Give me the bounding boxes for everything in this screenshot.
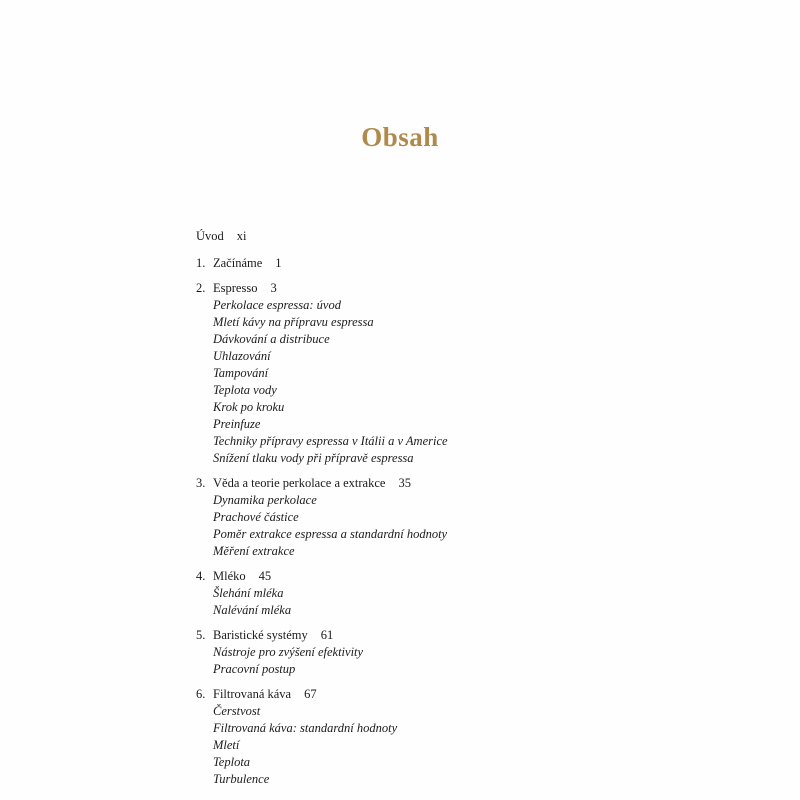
toc-subsection: Snížení tlaku vody při přípravě espressa xyxy=(213,451,414,465)
toc-entry-chapter xyxy=(196,686,676,703)
toc-entry-number: 5. xyxy=(196,628,206,642)
toc-entry-page: xi xyxy=(236,229,247,243)
toc-entry-title: Filtrovaná káva xyxy=(213,687,292,701)
toc-group-chapter-5 xyxy=(196,627,676,678)
toc-subsection: Preinfuze xyxy=(213,417,261,431)
toc-subsection: Pracovní postup xyxy=(213,662,296,676)
toc-subsection: Techniky přípravy espressa v Itálii a v Americe xyxy=(213,434,448,448)
toc-subsection: Prachové částice xyxy=(213,510,299,524)
toc-group-chapter-4 xyxy=(196,568,676,619)
toc-entry-page: 1 xyxy=(275,256,282,270)
toc-subsection: Měření extrakce xyxy=(213,544,295,558)
toc-subsection: Turbulence xyxy=(213,772,270,786)
toc-entry-page: 35 xyxy=(398,476,411,490)
toc-entry-page: 45 xyxy=(258,569,272,583)
toc-entry-number: 6. xyxy=(196,687,206,701)
toc-entry-number: 1. xyxy=(196,256,206,270)
toc-subsection: Čerstvost xyxy=(213,704,261,718)
toc-entry-title: Mléko xyxy=(213,569,246,583)
toc-entry-front-matter xyxy=(196,228,676,245)
page-title: Obsah xyxy=(361,122,439,152)
toc-entry-number: 2. xyxy=(196,281,206,295)
toc-entry-title: Baristické systémy xyxy=(213,628,308,642)
toc-entry-title: Věda a teorie perkolace a extrakce xyxy=(213,476,386,490)
toc-group-chapter-1 xyxy=(196,255,676,272)
toc-entry-chapter xyxy=(196,475,676,492)
toc-entry-chapter xyxy=(196,627,676,644)
toc-group-chapter-6 xyxy=(196,686,676,788)
toc-subsection: Poměr extrakce espressa a standardní hodnoty xyxy=(213,527,448,541)
toc-entry-chapter xyxy=(196,280,676,297)
toc-subsection: Teplota xyxy=(213,755,251,769)
toc-entry-chapter xyxy=(196,568,676,585)
toc-subsection: Šlehání mléka xyxy=(213,586,284,600)
toc-entry-title: Úvod xyxy=(196,229,224,243)
toc-subsection: Dynamika perkolace xyxy=(213,493,317,507)
toc-group-chapter-2 xyxy=(196,280,676,467)
toc-subsection: Nástroje pro zvýšení efektivity xyxy=(213,645,364,659)
toc-entry-title: Espresso xyxy=(213,281,258,295)
toc-entry-number: 4. xyxy=(196,569,206,583)
toc-entry-title: Začínáme xyxy=(213,256,263,270)
toc-subsection: Nalévání mléka xyxy=(213,603,292,617)
toc-entry-chapter xyxy=(196,255,676,272)
toc-subsection: Mletí kávy na přípravu espressa xyxy=(213,315,374,329)
table-of-contents xyxy=(196,228,676,788)
toc-subsection: Filtrovaná káva: standardní hodnoty xyxy=(213,721,398,735)
toc-subsection: Krok po kroku xyxy=(213,400,285,414)
toc-group-chapter-3 xyxy=(196,475,676,560)
toc-entry-page: 67 xyxy=(304,687,317,701)
toc-subsection: Dávkování a distribuce xyxy=(213,332,330,346)
toc-subsection: Tampování xyxy=(213,366,269,380)
toc-entry-page: 3 xyxy=(270,281,277,295)
toc-subsection: Teplota vody xyxy=(213,383,277,397)
toc-entry-page: 61 xyxy=(320,628,334,642)
toc-entry-number: 3. xyxy=(196,476,206,490)
toc-subsection: Uhlazování xyxy=(213,349,271,363)
toc-subsection: Perkolace espressa: úvod xyxy=(213,298,341,312)
toc-subsection: Mletí xyxy=(213,738,240,752)
